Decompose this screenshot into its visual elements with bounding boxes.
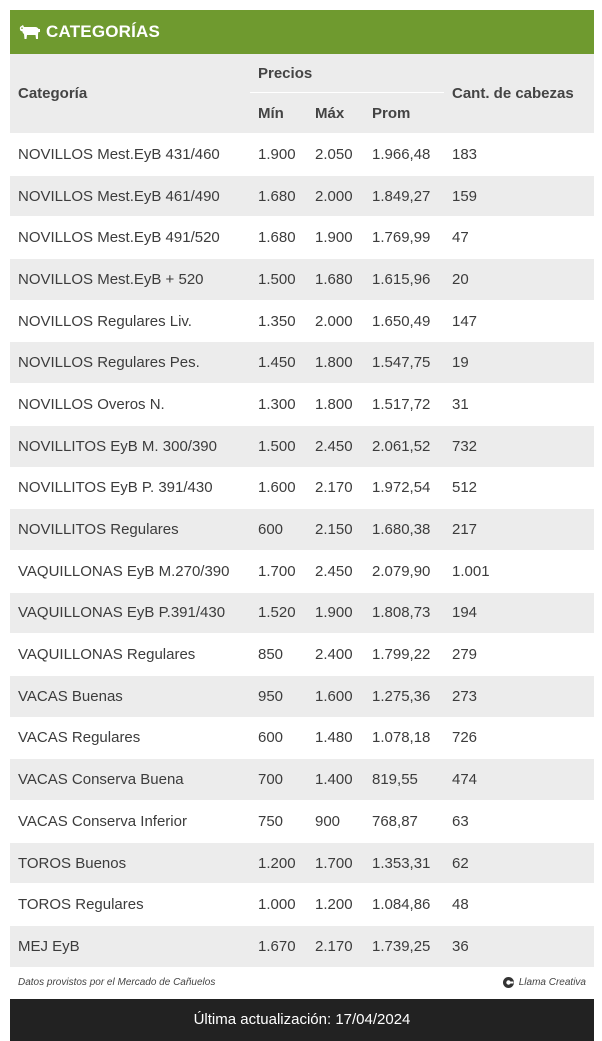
cell-prom: 1.739,25 — [364, 926, 444, 967]
cell-min: 1.680 — [250, 217, 307, 259]
cell-count: 48 — [444, 884, 594, 926]
table-row — [10, 509, 594, 551]
footer-note — [10, 967, 594, 999]
column-header-max: Máx — [307, 93, 364, 134]
cell-max: 1.900 — [307, 592, 364, 634]
table-row — [10, 592, 594, 634]
cell-max: 2.050 — [307, 134, 364, 176]
cell-category: NOVILLOS Mest.EyB 491/520 — [10, 217, 250, 259]
cell-category: VAQUILLONAS Regulares — [10, 634, 250, 676]
cell-min: 700 — [250, 759, 307, 801]
data-source — [18, 977, 215, 988]
cell-category: VACAS Buenas — [10, 675, 250, 717]
cell-max: 2.000 — [307, 300, 364, 342]
cow-icon — [18, 23, 42, 41]
data-source-prefix: Datos provistos por el — [18, 977, 115, 989]
credit-link[interactable] — [503, 977, 586, 988]
cell-max: 2.000 — [307, 175, 364, 217]
cell-max: 1.400 — [307, 759, 364, 801]
cell-count: 474 — [444, 759, 594, 801]
cell-count: 183 — [444, 134, 594, 176]
cell-count: 19 — [444, 342, 594, 384]
cell-max: 1.700 — [307, 842, 364, 884]
cell-max: 1.680 — [307, 259, 364, 301]
cell-prom: 819,55 — [364, 759, 444, 801]
cell-max: 2.150 — [307, 509, 364, 551]
cell-count: 732 — [444, 425, 594, 467]
cell-min: 950 — [250, 675, 307, 717]
cell-prom: 1.615,96 — [364, 259, 444, 301]
cell-category: NOVILLITOS Regulares — [10, 509, 250, 551]
cell-category: NOVILLOS Overos N. — [10, 384, 250, 426]
cell-prom: 1.275,36 — [364, 675, 444, 717]
cell-prom: 1.084,86 — [364, 884, 444, 926]
column-header-count: Cant. de cabezas — [444, 54, 594, 134]
table-row — [10, 300, 594, 342]
table-row — [10, 384, 594, 426]
cell-count: 20 — [444, 259, 594, 301]
cell-prom: 768,87 — [364, 801, 444, 843]
table-row — [10, 134, 594, 176]
cell-count: 62 — [444, 842, 594, 884]
cell-prom: 1.966,48 — [364, 134, 444, 176]
cell-count: 159 — [444, 175, 594, 217]
cell-count: 36 — [444, 926, 594, 967]
table-row — [10, 175, 594, 217]
cell-max: 1.900 — [307, 217, 364, 259]
cell-min: 1.500 — [250, 425, 307, 467]
cell-min: 750 — [250, 801, 307, 843]
table-row — [10, 217, 594, 259]
cell-min: 1.000 — [250, 884, 307, 926]
title-bar — [10, 10, 594, 54]
last-update-label: Última actualización: 17/04/2024 — [193, 1011, 411, 1029]
cell-prom: 1.808,73 — [364, 592, 444, 634]
column-header-prices: Precios — [250, 54, 444, 93]
last-update-bar — [10, 999, 594, 1041]
cell-count: 1.001 — [444, 550, 594, 592]
cell-count: 217 — [444, 509, 594, 551]
section-title: CATEGORÍAS — [46, 22, 161, 41]
cell-category: NOVILLOS Regulares Pes. — [10, 342, 250, 384]
cell-min: 600 — [250, 509, 307, 551]
cell-count: 273 — [444, 675, 594, 717]
cell-count: 47 — [444, 217, 594, 259]
cell-category: NOVILLOS Mest.EyB 461/490 — [10, 175, 250, 217]
cell-prom: 1.547,75 — [364, 342, 444, 384]
cell-category: VAQUILLONAS EyB P.391/430 — [10, 592, 250, 634]
column-header-min: Mín — [250, 93, 307, 134]
cell-count: 194 — [444, 592, 594, 634]
cell-max: 1.200 — [307, 884, 364, 926]
table-row — [10, 675, 594, 717]
cell-min: 1.200 — [250, 842, 307, 884]
cell-category: NOVILLOS Mest.EyB + 520 — [10, 259, 250, 301]
table-row — [10, 801, 594, 843]
cell-category: VAQUILLONAS EyB M.270/390 — [10, 550, 250, 592]
table-row — [10, 259, 594, 301]
cell-min: 1.680 — [250, 175, 307, 217]
cell-prom: 1.650,49 — [364, 300, 444, 342]
llama-creativa-logo-icon — [503, 977, 514, 988]
table-row — [10, 342, 594, 384]
cell-count: 512 — [444, 467, 594, 509]
cell-count: 147 — [444, 300, 594, 342]
cell-category: TOROS Buenos — [10, 842, 250, 884]
cell-category: NOVILLITOS EyB P. 391/430 — [10, 467, 250, 509]
column-header-prom: Prom — [364, 93, 444, 134]
column-header-category: Categoría — [10, 54, 250, 134]
cell-category: NOVILLOS Regulares Liv. — [10, 300, 250, 342]
cell-max: 2.450 — [307, 425, 364, 467]
table-row — [10, 634, 594, 676]
cell-count: 279 — [444, 634, 594, 676]
cell-prom: 2.079,90 — [364, 550, 444, 592]
cell-count: 31 — [444, 384, 594, 426]
cell-max: 1.800 — [307, 342, 364, 384]
cell-min: 1.500 — [250, 259, 307, 301]
table-row — [10, 550, 594, 592]
table-row — [10, 884, 594, 926]
cell-max: 1.480 — [307, 717, 364, 759]
cell-min: 1.600 — [250, 467, 307, 509]
cell-prom: 1.078,18 — [364, 717, 444, 759]
cell-prom: 1.517,72 — [364, 384, 444, 426]
cell-min: 1.520 — [250, 592, 307, 634]
cell-prom: 1.849,27 — [364, 175, 444, 217]
cell-prom: 1.799,22 — [364, 634, 444, 676]
cell-min: 850 — [250, 634, 307, 676]
cell-min: 1.300 — [250, 384, 307, 426]
cell-category: VACAS Regulares — [10, 717, 250, 759]
cell-category: NOVILLITOS EyB M. 300/390 — [10, 425, 250, 467]
table-row — [10, 425, 594, 467]
data-source-name: Mercado de Cañuelos — [117, 977, 216, 989]
cell-max: 2.400 — [307, 634, 364, 676]
cell-max: 1.600 — [307, 675, 364, 717]
categories-widget — [10, 10, 594, 1041]
cell-min: 1.450 — [250, 342, 307, 384]
cell-category: VACAS Conserva Buena — [10, 759, 250, 801]
cell-min: 1.700 — [250, 550, 307, 592]
categories-table — [10, 54, 594, 967]
cell-max: 900 — [307, 801, 364, 843]
cell-category: MEJ EyB — [10, 926, 250, 967]
table-row — [10, 842, 594, 884]
cell-max: 2.170 — [307, 467, 364, 509]
credit-label: Llama Creativa — [518, 977, 586, 989]
cell-count: 63 — [444, 801, 594, 843]
cell-min: 600 — [250, 717, 307, 759]
cell-prom: 1.680,38 — [364, 509, 444, 551]
cell-prom: 1.769,99 — [364, 217, 444, 259]
table-row — [10, 717, 594, 759]
cell-count: 726 — [444, 717, 594, 759]
cell-category: TOROS Regulares — [10, 884, 250, 926]
cell-max: 2.450 — [307, 550, 364, 592]
cell-min: 1.670 — [250, 926, 307, 967]
table-row — [10, 926, 594, 967]
table-row — [10, 467, 594, 509]
cell-prom: 1.353,31 — [364, 842, 444, 884]
cell-prom: 1.972,54 — [364, 467, 444, 509]
cell-category: VACAS Conserva Inferior — [10, 801, 250, 843]
cell-min: 1.900 — [250, 134, 307, 176]
table-row — [10, 759, 594, 801]
cell-max: 1.800 — [307, 384, 364, 426]
cell-min: 1.350 — [250, 300, 307, 342]
cell-prom: 2.061,52 — [364, 425, 444, 467]
cell-max: 2.170 — [307, 926, 364, 967]
cell-category: NOVILLOS Mest.EyB 431/460 — [10, 134, 250, 176]
